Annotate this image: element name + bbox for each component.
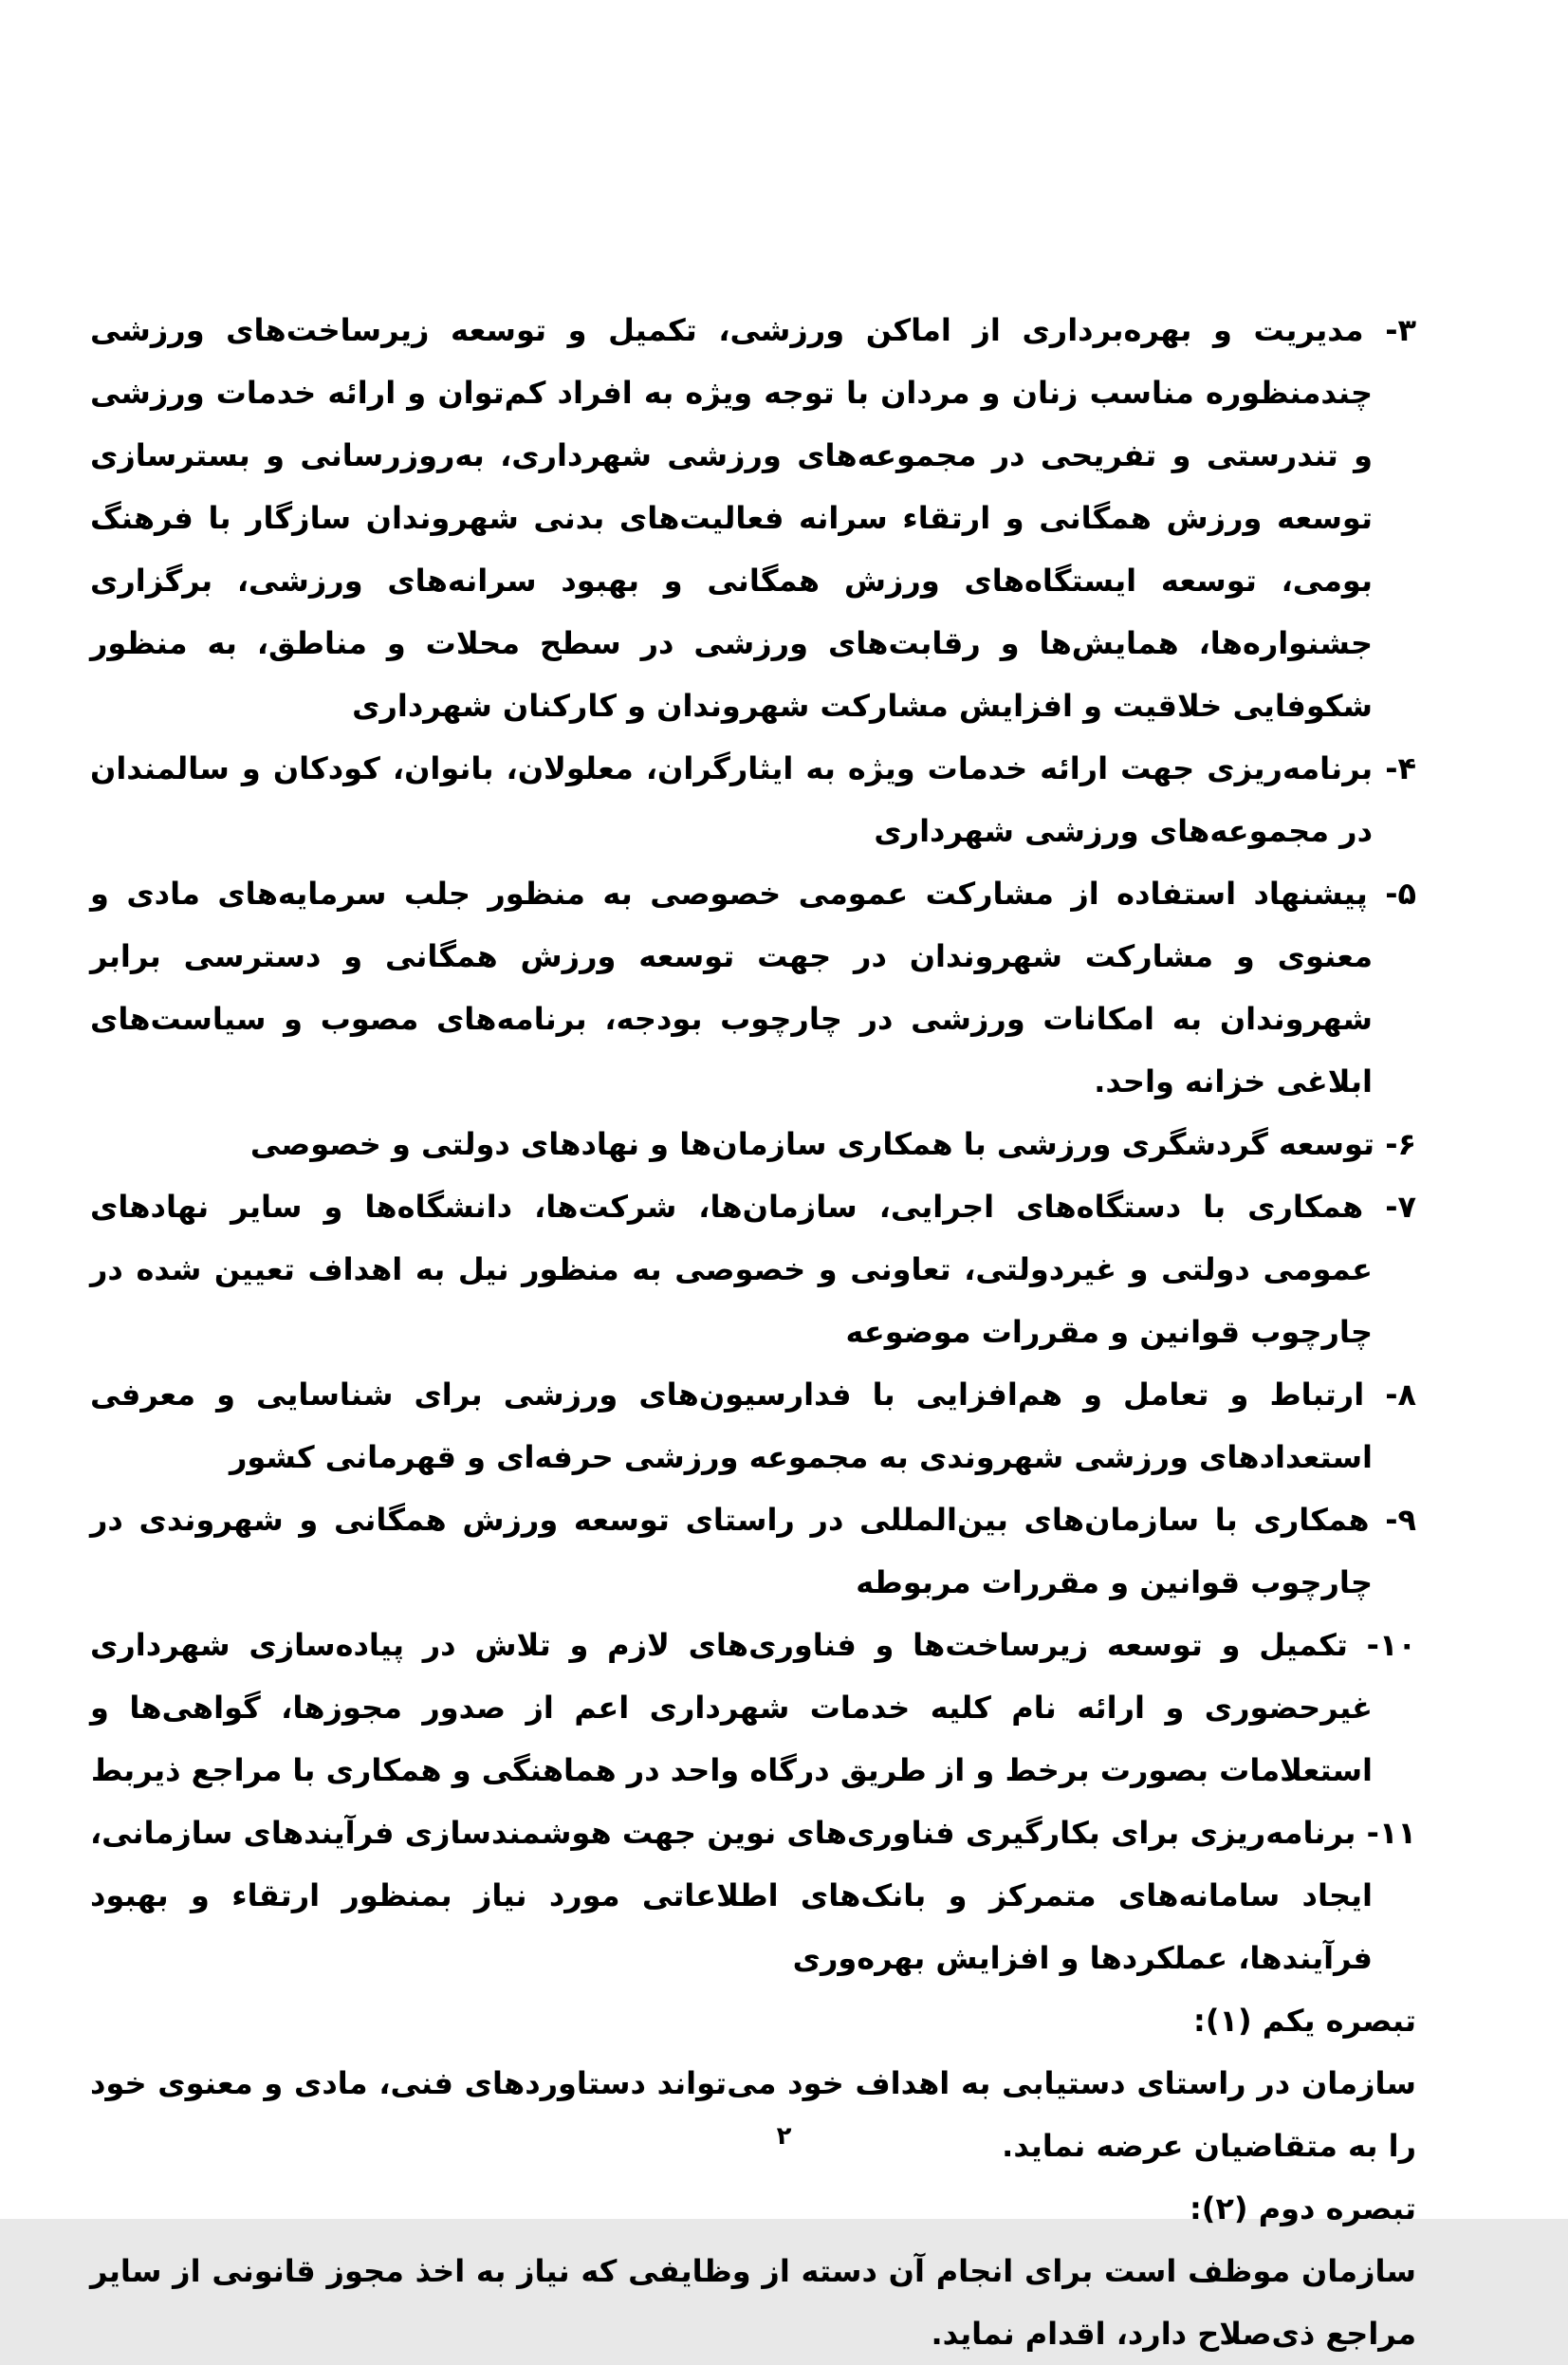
list-item	[90, 1113, 1416, 1175]
page-number: ۲	[776, 2122, 792, 2151]
item-text: تکمیل و توسعه زیرساخت‌ها و فناوری‌های لازم و تلاش در پیاده‌سازی شهرداری غیرحضوری و ارائه نام کلیه خدمات شهرداری اعم از صدور مجوزها، گواهی‌ها و استعلامات بصورت برخط و از طریق درگاه واحد در هماهنگی و همکاری با مراجع ذیربط	[90, 1627, 1373, 1788]
item-text: برنامه‌ریزی برای بکارگیری فناوری‌های نوین جهت هوشمندسازی فرآیندهای سازمانی، ایجاد سامانه‌های متمرکز و بانک‌های اطلاعاتی مورد نیاز بمنظور ارتقاء و بهبود فرآیندها، عملکردها و افزایش بهره‌وری	[90, 1815, 1373, 1976]
document-body	[90, 299, 1416, 2365]
item-text: پیشنهاد استفاده از مشارکت عمومی خصوصی به منظور جلب سرمایه‌های مادی و معنوی و مشارکت شهروندان در جهت توسعه ورزش همگانی و دسترسی برابر شهروندان به امکانات ورزشی در چارچوب بودجه، برنامه‌های مصوب و سیاست‌های ابلاغی خزانه واحد.	[90, 876, 1373, 1099]
item-text: مدیریت و بهره‌برداری از اماکن ورزشی، تکمیل و توسعه زیرساخت‌های ورزشی چندمنظوره مناسب زنان و مردان با توجه ویژه به افراد کم‌توان و ارائه خدمات ورزشی و تندرستی و تفریحی در مجموعه‌های ورزشی شهرداری، به‌روزرسانی و بسترسازی توسعه ورزش همگانی و ارتقاء سرانه فعالیت‌های بدنی شهروندان سازگار با فرهنگ بومی، توسعه ایستگاه‌های ورزش همگانی و بهبود سرانه‌های ورزشی، برگزاری جشنواره‌ها، همایش‌ها و رقابت‌های ورزشی در سطح محلات و مناطق، به منظور شکوفایی خلاقیت و افزایش مشارکت شهروندان و کارکنان شهرداری	[90, 312, 1373, 724]
list-item	[90, 1614, 1416, 1801]
item-marker: ۸-	[1385, 1377, 1417, 1413]
note-heading: تبصره یکم (۱):	[1193, 2003, 1416, 2039]
item-text: توسعه گردشگری ورزشی با همکاری سازمان‌ها و نهادهای دولتی و خصوصی	[249, 1126, 1375, 1162]
item-text: برنامه‌ریزی جهت ارائه خدمات ویژه به ایثارگران، معلولان، بانوان، کودکان و سالمندان در مجموعه‌های ورزشی شهرداری	[90, 750, 1374, 849]
list-item	[90, 1801, 1416, 1989]
note-heading: تبصره دوم (۲):	[1189, 2190, 1416, 2226]
list-item	[90, 862, 1416, 1113]
list-item	[90, 1363, 1416, 1488]
item-marker: ۳-	[1385, 312, 1417, 348]
item-marker: ۵-	[1385, 876, 1417, 912]
item-marker: ۶-	[1385, 1126, 1416, 1162]
list-item	[90, 1488, 1416, 1614]
item-marker: ۱۱-	[1366, 1815, 1417, 1851]
list-item	[90, 1175, 1416, 1363]
note-body: سازمان موظف است برای انجام آن دسته از وظایفی که نیاز به اخذ مجوز قانونی از سایر مراجع ذی‌صلاح دارد، اقدام نماید.	[90, 2253, 1416, 2352]
list-item	[90, 737, 1416, 862]
note-body: سازمان در راستای دستیابی به اهداف خود می‌تواند دستاوردهای فنی، مادی و معنوی خود را به متقاضیان عرضه نماید.	[90, 2065, 1416, 2164]
item-text: ارتباط و تعامل و هم‌افزایی با فدارسیون‌های ورزشی برای شناسایی و معرفی استعدادهای ورزشی شهروندی به مجموعه ورزشی حرفه‌ای و قهرمانی کشور	[90, 1377, 1373, 1475]
item-marker: ۴-	[1385, 750, 1417, 786]
item-text: همکاری با دستگاه‌های اجرایی، سازمان‌ها، شرکت‌ها، دانشگاه‌ها و سایر نهادهای عمومی دولتی و غیردولتی، تعاونی و خصوصی به منظور نیل به اهداف تعیین شده در چارچوب قوانین و مقررات موضوعه	[90, 1189, 1373, 1350]
item-marker: ۹-	[1385, 1502, 1417, 1538]
item-marker: ۷-	[1385, 1189, 1417, 1225]
item-marker: ۱۰-	[1366, 1627, 1417, 1663]
item-text: همکاری با سازمان‌های بین‌المللی در راستای توسعه ورزش همگانی و شهروندی در چارچوب قوانین و مقررات مربوطه	[90, 1502, 1373, 1600]
list-item	[90, 299, 1416, 737]
